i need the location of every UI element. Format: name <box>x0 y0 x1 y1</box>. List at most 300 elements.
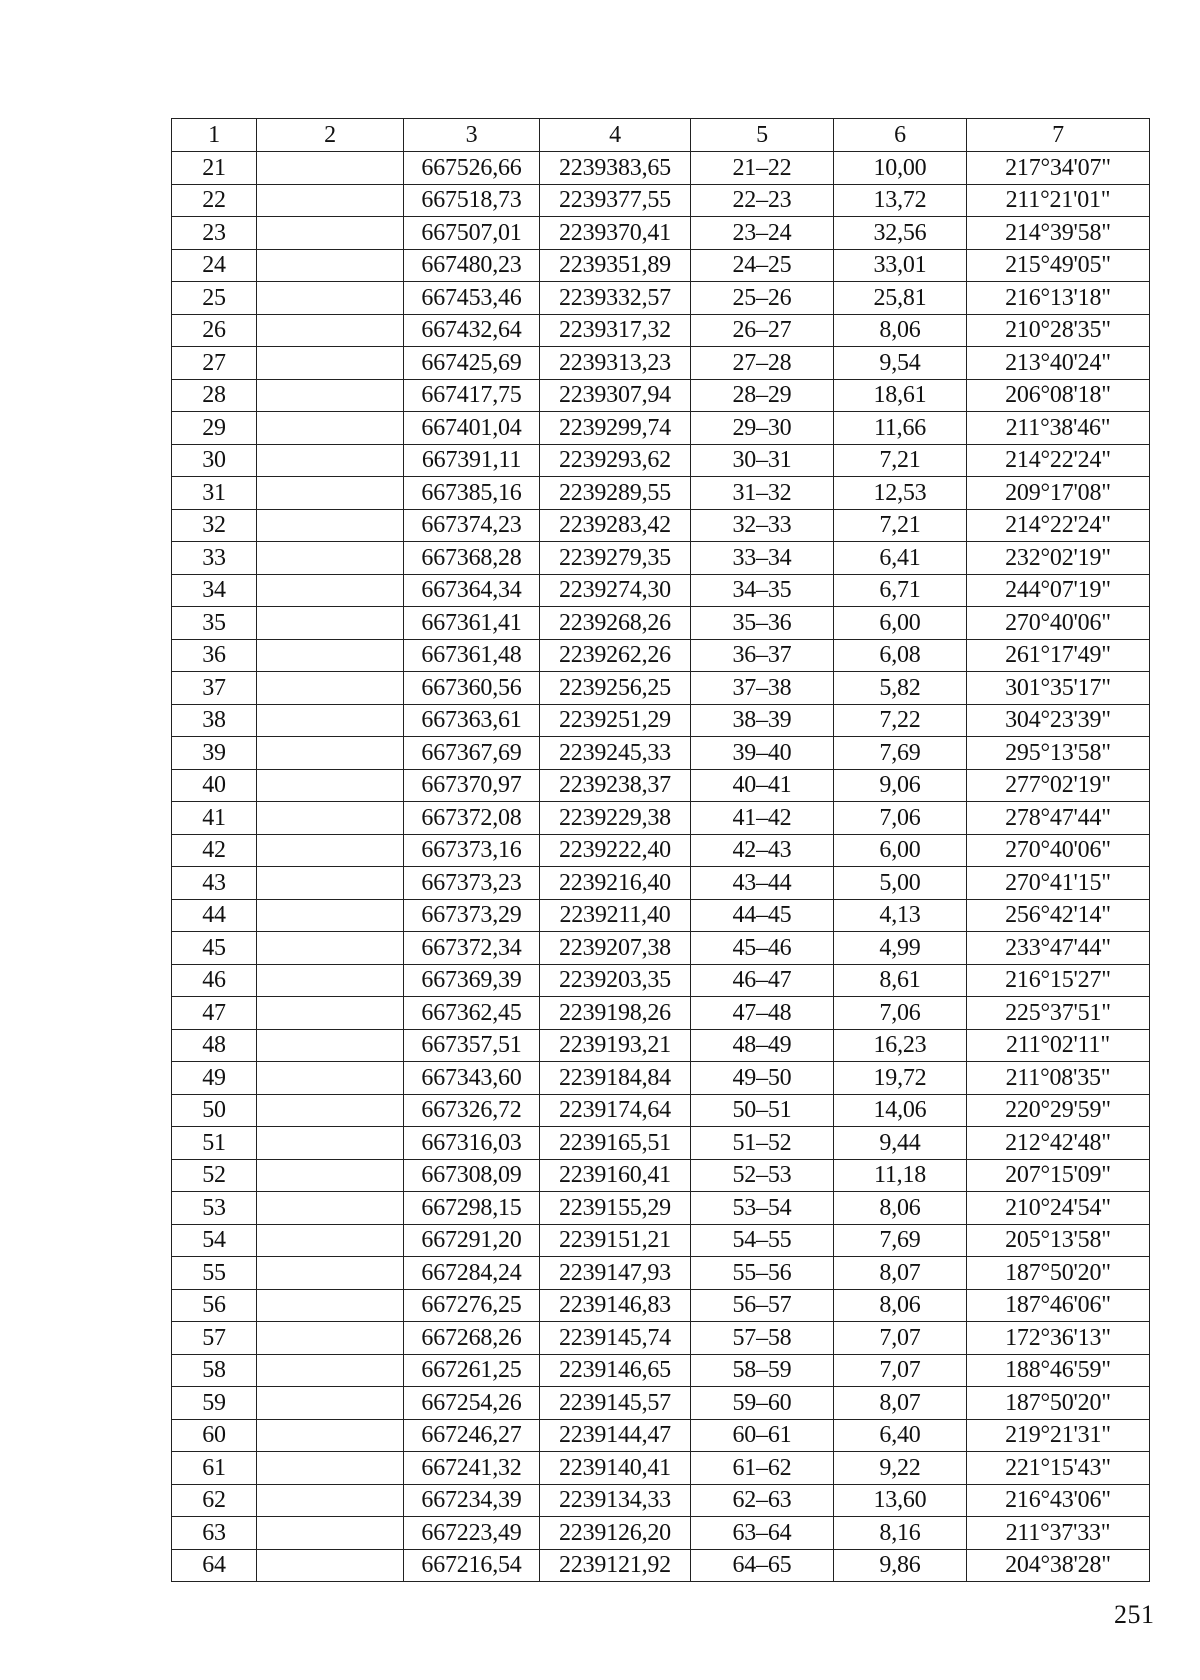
table-row <box>172 639 1150 672</box>
segment-cell: 47–48 <box>691 997 834 1030</box>
blank-cell <box>257 607 404 640</box>
point-number-cell: 51 <box>172 1127 257 1160</box>
table-row <box>172 509 1150 542</box>
point-number-cell: 61 <box>172 1452 257 1485</box>
y-coordinate-cell: 2239147,93 <box>540 1257 691 1290</box>
y-coordinate-cell: 2239307,94 <box>540 379 691 412</box>
table-row <box>172 1224 1150 1257</box>
x-coordinate-cell: 667373,16 <box>404 834 540 867</box>
table-row <box>172 1354 1150 1387</box>
table-row <box>172 1452 1150 1485</box>
y-coordinate-cell: 2239229,38 <box>540 802 691 835</box>
y-coordinate-cell: 2239126,20 <box>540 1517 691 1550</box>
x-coordinate-cell: 667453,46 <box>404 282 540 315</box>
point-number-cell: 35 <box>172 607 257 640</box>
blank-cell <box>257 574 404 607</box>
point-number-cell: 31 <box>172 477 257 510</box>
point-number-cell: 54 <box>172 1224 257 1257</box>
length-cell: 8,61 <box>834 964 967 997</box>
length-cell: 8,06 <box>834 314 967 347</box>
x-coordinate-cell: 667298,15 <box>404 1192 540 1225</box>
x-coordinate-cell: 667518,73 <box>404 184 540 217</box>
point-number-cell: 52 <box>172 1159 257 1192</box>
table-row <box>172 542 1150 575</box>
bearing-cell: 270°41'15" <box>967 867 1150 900</box>
point-number-cell: 62 <box>172 1484 257 1517</box>
segment-cell: 42–43 <box>691 834 834 867</box>
length-cell: 9,54 <box>834 347 967 380</box>
point-number-cell: 30 <box>172 444 257 477</box>
x-coordinate-cell: 667316,03 <box>404 1127 540 1160</box>
table-row <box>172 1127 1150 1160</box>
page-number: 251 <box>1114 1600 1155 1629</box>
blank-cell <box>257 1192 404 1225</box>
y-coordinate-cell: 2239193,21 <box>540 1029 691 1062</box>
y-coordinate-cell: 2239211,40 <box>540 899 691 932</box>
point-number-cell: 50 <box>172 1094 257 1127</box>
y-coordinate-cell: 2239251,29 <box>540 704 691 737</box>
blank-cell <box>257 444 404 477</box>
bearing-cell: 209°17'08" <box>967 477 1150 510</box>
x-coordinate-cell: 667362,45 <box>404 997 540 1030</box>
segment-cell: 35–36 <box>691 607 834 640</box>
segment-cell: 43–44 <box>691 867 834 900</box>
length-cell: 7,69 <box>834 737 967 770</box>
length-cell: 25,81 <box>834 282 967 315</box>
table-row <box>172 737 1150 770</box>
blank-cell <box>257 542 404 575</box>
bearing-cell: 211°37'33" <box>967 1517 1150 1550</box>
bearing-cell: 214°39'58" <box>967 217 1150 250</box>
segment-cell: 62–63 <box>691 1484 834 1517</box>
point-number-cell: 64 <box>172 1549 257 1582</box>
bearing-cell: 232°02'19" <box>967 542 1150 575</box>
y-coordinate-cell: 2239145,74 <box>540 1322 691 1355</box>
table-row <box>172 249 1150 282</box>
blank-cell <box>257 769 404 802</box>
blank-cell <box>257 867 404 900</box>
table-row <box>172 282 1150 315</box>
segment-cell: 57–58 <box>691 1322 834 1355</box>
length-cell: 13,60 <box>834 1484 967 1517</box>
y-coordinate-cell: 2239146,83 <box>540 1289 691 1322</box>
x-coordinate-cell: 667372,08 <box>404 802 540 835</box>
table-row <box>172 1549 1150 1582</box>
y-coordinate-cell: 2239293,62 <box>540 444 691 477</box>
table-row <box>172 1029 1150 1062</box>
segment-cell: 33–34 <box>691 542 834 575</box>
table-row <box>172 607 1150 640</box>
length-cell: 5,00 <box>834 867 967 900</box>
bearing-cell: 295°13'58" <box>967 737 1150 770</box>
header-cell: 6 <box>834 119 967 152</box>
point-number-cell: 60 <box>172 1419 257 1452</box>
bearing-cell: 215°49'05" <box>967 249 1150 282</box>
x-coordinate-cell: 667361,48 <box>404 639 540 672</box>
bearing-cell: 225°37'51" <box>967 997 1150 1030</box>
length-cell: 4,99 <box>834 932 967 965</box>
bearing-cell: 216°13'18" <box>967 282 1150 315</box>
segment-cell: 29–30 <box>691 412 834 445</box>
bearing-cell: 204°38'28" <box>967 1549 1150 1582</box>
point-number-cell: 39 <box>172 737 257 770</box>
length-cell: 7,06 <box>834 802 967 835</box>
table-row <box>172 477 1150 510</box>
point-number-cell: 23 <box>172 217 257 250</box>
segment-cell: 45–46 <box>691 932 834 965</box>
point-number-cell: 24 <box>172 249 257 282</box>
length-cell: 7,69 <box>834 1224 967 1257</box>
segment-cell: 25–26 <box>691 282 834 315</box>
bearing-cell: 206°08'18" <box>967 379 1150 412</box>
blank-cell <box>257 184 404 217</box>
x-coordinate-cell: 667357,51 <box>404 1029 540 1062</box>
x-coordinate-cell: 667373,23 <box>404 867 540 900</box>
y-coordinate-cell: 2239370,41 <box>540 217 691 250</box>
x-coordinate-cell: 667223,49 <box>404 1517 540 1550</box>
y-coordinate-cell: 2239174,64 <box>540 1094 691 1127</box>
segment-cell: 23–24 <box>691 217 834 250</box>
length-cell: 11,66 <box>834 412 967 445</box>
y-coordinate-cell: 2239216,40 <box>540 867 691 900</box>
length-cell: 7,07 <box>834 1322 967 1355</box>
segment-cell: 22–23 <box>691 184 834 217</box>
point-number-cell: 25 <box>172 282 257 315</box>
bearing-cell: 233°47'44" <box>967 932 1150 965</box>
length-cell: 7,22 <box>834 704 967 737</box>
bearing-cell: 211°08'35" <box>967 1062 1150 1095</box>
y-coordinate-cell: 2239262,26 <box>540 639 691 672</box>
bearing-cell: 212°42'48" <box>967 1127 1150 1160</box>
header-cell: 3 <box>404 119 540 152</box>
blank-cell <box>257 1224 404 1257</box>
bearing-cell: 207°15'09" <box>967 1159 1150 1192</box>
table-row <box>172 1257 1150 1290</box>
y-coordinate-cell: 2239121,92 <box>540 1549 691 1582</box>
y-coordinate-cell: 2239146,65 <box>540 1354 691 1387</box>
table-row <box>172 932 1150 965</box>
blank-cell <box>257 964 404 997</box>
point-number-cell: 48 <box>172 1029 257 1062</box>
blank-cell <box>257 1257 404 1290</box>
table-row <box>172 1419 1150 1452</box>
point-number-cell: 49 <box>172 1062 257 1095</box>
point-number-cell: 58 <box>172 1354 257 1387</box>
segment-cell: 31–32 <box>691 477 834 510</box>
length-cell: 18,61 <box>834 379 967 412</box>
length-cell: 8,07 <box>834 1257 967 1290</box>
table-row <box>172 672 1150 705</box>
point-number-cell: 37 <box>172 672 257 705</box>
x-coordinate-cell: 667308,09 <box>404 1159 540 1192</box>
segment-cell: 21–22 <box>691 152 834 185</box>
blank-cell <box>257 1029 404 1062</box>
bearing-cell: 188°46'59" <box>967 1354 1150 1387</box>
header-cell: 7 <box>967 119 1150 152</box>
blank-cell <box>257 152 404 185</box>
point-number-cell: 47 <box>172 997 257 1030</box>
table-row <box>172 1289 1150 1322</box>
length-cell: 16,23 <box>834 1029 967 1062</box>
x-coordinate-cell: 667425,69 <box>404 347 540 380</box>
y-coordinate-cell: 2239256,25 <box>540 672 691 705</box>
segment-cell: 46–47 <box>691 964 834 997</box>
y-coordinate-cell: 2239155,29 <box>540 1192 691 1225</box>
table-row <box>172 184 1150 217</box>
table-row <box>172 704 1150 737</box>
bearing-cell: 187°46'06" <box>967 1289 1150 1322</box>
x-coordinate-cell: 667343,60 <box>404 1062 540 1095</box>
bearing-cell: 214°22'24" <box>967 444 1150 477</box>
x-coordinate-cell: 667368,28 <box>404 542 540 575</box>
table-row <box>172 152 1150 185</box>
x-coordinate-cell: 667326,72 <box>404 1094 540 1127</box>
x-coordinate-cell: 667276,25 <box>404 1289 540 1322</box>
blank-cell <box>257 282 404 315</box>
bearing-cell: 211°02'11" <box>967 1029 1150 1062</box>
segment-cell: 59–60 <box>691 1387 834 1420</box>
table-row <box>172 899 1150 932</box>
bearing-cell: 213°40'24" <box>967 347 1150 380</box>
segment-cell: 39–40 <box>691 737 834 770</box>
y-coordinate-cell: 2239160,41 <box>540 1159 691 1192</box>
x-coordinate-cell: 667507,01 <box>404 217 540 250</box>
length-cell: 8,06 <box>834 1192 967 1225</box>
y-coordinate-cell: 2239145,57 <box>540 1387 691 1420</box>
bearing-cell: 221°15'43" <box>967 1452 1150 1485</box>
point-number-cell: 33 <box>172 542 257 575</box>
bearing-cell: 277°02'19" <box>967 769 1150 802</box>
point-number-cell: 53 <box>172 1192 257 1225</box>
segment-cell: 27–28 <box>691 347 834 380</box>
x-coordinate-cell: 667526,66 <box>404 152 540 185</box>
length-cell: 8,16 <box>834 1517 967 1550</box>
point-number-cell: 27 <box>172 347 257 380</box>
bearing-cell: 244°07'19" <box>967 574 1150 607</box>
y-coordinate-cell: 2239207,38 <box>540 932 691 965</box>
point-number-cell: 59 <box>172 1387 257 1420</box>
table-body <box>172 119 1150 1582</box>
blank-cell <box>257 997 404 1030</box>
table-row <box>172 1062 1150 1095</box>
bearing-cell: 187°50'20" <box>967 1387 1150 1420</box>
length-cell: 11,18 <box>834 1159 967 1192</box>
bearing-cell: 210°24'54" <box>967 1192 1150 1225</box>
blank-cell <box>257 1484 404 1517</box>
x-coordinate-cell: 667234,39 <box>404 1484 540 1517</box>
table-row <box>172 217 1150 250</box>
segment-cell: 30–31 <box>691 444 834 477</box>
length-cell: 5,82 <box>834 672 967 705</box>
y-coordinate-cell: 2239238,37 <box>540 769 691 802</box>
coordinates-table <box>171 118 1150 1582</box>
blank-cell <box>257 1549 404 1582</box>
point-number-cell: 29 <box>172 412 257 445</box>
y-coordinate-cell: 2239198,26 <box>540 997 691 1030</box>
length-cell: 9,06 <box>834 769 967 802</box>
table-row <box>172 347 1150 380</box>
table-row <box>172 1387 1150 1420</box>
x-coordinate-cell: 667261,25 <box>404 1354 540 1387</box>
blank-cell <box>257 1062 404 1095</box>
segment-cell: 24–25 <box>691 249 834 282</box>
table-row <box>172 769 1150 802</box>
bearing-cell: 216°43'06" <box>967 1484 1150 1517</box>
blank-cell <box>257 509 404 542</box>
table-row <box>172 1159 1150 1192</box>
table-row <box>172 1484 1150 1517</box>
point-number-cell: 41 <box>172 802 257 835</box>
segment-cell: 53–54 <box>691 1192 834 1225</box>
table-row <box>172 802 1150 835</box>
blank-cell <box>257 1289 404 1322</box>
point-number-cell: 46 <box>172 964 257 997</box>
x-coordinate-cell: 667432,64 <box>404 314 540 347</box>
point-number-cell: 36 <box>172 639 257 672</box>
point-number-cell: 28 <box>172 379 257 412</box>
length-cell: 12,53 <box>834 477 967 510</box>
segment-cell: 51–52 <box>691 1127 834 1160</box>
bearing-cell: 278°47'44" <box>967 802 1150 835</box>
x-coordinate-cell: 667372,34 <box>404 932 540 965</box>
x-coordinate-cell: 667417,75 <box>404 379 540 412</box>
table-header-row <box>172 119 1150 152</box>
blank-cell <box>257 347 404 380</box>
y-coordinate-cell: 2239313,23 <box>540 347 691 380</box>
table-row <box>172 867 1150 900</box>
x-coordinate-cell: 667364,34 <box>404 574 540 607</box>
blank-cell <box>257 1354 404 1387</box>
x-coordinate-cell: 667385,16 <box>404 477 540 510</box>
point-number-cell: 22 <box>172 184 257 217</box>
bearing-cell: 211°38'46" <box>967 412 1150 445</box>
segment-cell: 63–64 <box>691 1517 834 1550</box>
table-row <box>172 412 1150 445</box>
x-coordinate-cell: 667254,26 <box>404 1387 540 1420</box>
blank-cell <box>257 672 404 705</box>
bearing-cell: 211°21'01" <box>967 184 1150 217</box>
table-row <box>172 834 1150 867</box>
segment-cell: 38–39 <box>691 704 834 737</box>
x-coordinate-cell: 667360,56 <box>404 672 540 705</box>
y-coordinate-cell: 2239299,74 <box>540 412 691 445</box>
blank-cell <box>257 1127 404 1160</box>
table-row <box>172 574 1150 607</box>
point-number-cell: 42 <box>172 834 257 867</box>
bearing-cell: 214°22'24" <box>967 509 1150 542</box>
length-cell: 19,72 <box>834 1062 967 1095</box>
y-coordinate-cell: 2239140,41 <box>540 1452 691 1485</box>
bearing-cell: 261°17'49" <box>967 639 1150 672</box>
x-coordinate-cell: 667361,41 <box>404 607 540 640</box>
bearing-cell: 205°13'58" <box>967 1224 1150 1257</box>
segment-cell: 61–62 <box>691 1452 834 1485</box>
length-cell: 14,06 <box>834 1094 967 1127</box>
blank-cell <box>257 737 404 770</box>
length-cell: 6,08 <box>834 639 967 672</box>
length-cell: 8,07 <box>834 1387 967 1420</box>
blank-cell <box>257 834 404 867</box>
segment-cell: 64–65 <box>691 1549 834 1582</box>
segment-cell: 52–53 <box>691 1159 834 1192</box>
blank-cell <box>257 1387 404 1420</box>
bearing-cell: 219°21'31" <box>967 1419 1150 1452</box>
segment-cell: 56–57 <box>691 1289 834 1322</box>
point-number-cell: 44 <box>172 899 257 932</box>
table-row <box>172 1322 1150 1355</box>
y-coordinate-cell: 2239274,30 <box>540 574 691 607</box>
header-cell: 4 <box>540 119 691 152</box>
table-row <box>172 444 1150 477</box>
point-number-cell: 45 <box>172 932 257 965</box>
x-coordinate-cell: 667480,23 <box>404 249 540 282</box>
blank-cell <box>257 477 404 510</box>
table-row <box>172 1094 1150 1127</box>
length-cell: 8,06 <box>834 1289 967 1322</box>
point-number-cell: 56 <box>172 1289 257 1322</box>
length-cell: 9,86 <box>834 1549 967 1582</box>
y-coordinate-cell: 2239222,40 <box>540 834 691 867</box>
x-coordinate-cell: 667216,54 <box>404 1549 540 1582</box>
segment-cell: 36–37 <box>691 639 834 672</box>
length-cell: 9,44 <box>834 1127 967 1160</box>
bearing-cell: 220°29'59" <box>967 1094 1150 1127</box>
length-cell: 9,22 <box>834 1452 967 1485</box>
blank-cell <box>257 314 404 347</box>
length-cell: 4,13 <box>834 899 967 932</box>
length-cell: 6,40 <box>834 1419 967 1452</box>
bearing-cell: 187°50'20" <box>967 1257 1150 1290</box>
y-coordinate-cell: 2239283,42 <box>540 509 691 542</box>
length-cell: 13,72 <box>834 184 967 217</box>
x-coordinate-cell: 667363,61 <box>404 704 540 737</box>
length-cell: 33,01 <box>834 249 967 282</box>
blank-cell <box>257 1517 404 1550</box>
segment-cell: 54–55 <box>691 1224 834 1257</box>
segment-cell: 44–45 <box>691 899 834 932</box>
table-row <box>172 1192 1150 1225</box>
x-coordinate-cell: 667369,39 <box>404 964 540 997</box>
length-cell: 6,41 <box>834 542 967 575</box>
length-cell: 6,00 <box>834 834 967 867</box>
bearing-cell: 172°36'13" <box>967 1322 1150 1355</box>
y-coordinate-cell: 2239203,35 <box>540 964 691 997</box>
x-coordinate-cell: 667291,20 <box>404 1224 540 1257</box>
segment-cell: 49–50 <box>691 1062 834 1095</box>
x-coordinate-cell: 667268,26 <box>404 1322 540 1355</box>
blank-cell <box>257 249 404 282</box>
y-coordinate-cell: 2239289,55 <box>540 477 691 510</box>
segment-cell: 34–35 <box>691 574 834 607</box>
length-cell: 7,21 <box>834 509 967 542</box>
x-coordinate-cell: 667367,69 <box>404 737 540 770</box>
bearing-cell: 301°35'17" <box>967 672 1150 705</box>
bearing-cell: 216°15'27" <box>967 964 1150 997</box>
bearing-cell: 270°40'06" <box>967 607 1150 640</box>
length-cell: 6,71 <box>834 574 967 607</box>
table-row <box>172 964 1150 997</box>
bearing-cell: 210°28'35" <box>967 314 1150 347</box>
segment-cell: 37–38 <box>691 672 834 705</box>
length-cell: 7,07 <box>834 1354 967 1387</box>
blank-cell <box>257 899 404 932</box>
y-coordinate-cell: 2239332,57 <box>540 282 691 315</box>
point-number-cell: 32 <box>172 509 257 542</box>
blank-cell <box>257 1094 404 1127</box>
blank-cell <box>257 1322 404 1355</box>
segment-cell: 55–56 <box>691 1257 834 1290</box>
x-coordinate-cell: 667241,32 <box>404 1452 540 1485</box>
